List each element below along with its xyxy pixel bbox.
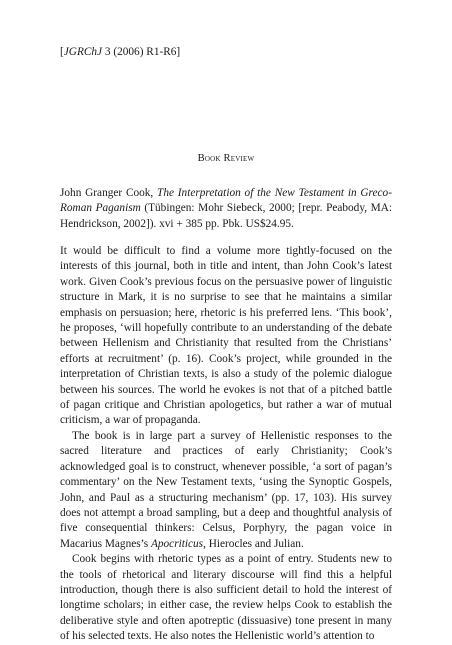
- publication-details: (Tübingen: Mohr Siebeck, 2000; [repr. Peabody, MA: Hendrickson, 2002]). xvi + 385 pp. Pbk. US$24.95.: [60, 202, 392, 230]
- journal-header: [60, 45, 180, 59]
- journal-issue: 3 (2006) R1-R6]: [102, 46, 181, 58]
- review-citation: [60, 186, 392, 232]
- paragraph-1: It would be difficult to find a volume more tightly-focused on the interests of this journal, both in title and intent, than John Cook’s latest work. Given Cook’s previous focus on the persuasive power of linguistic structure in Mark, it is no surprise to see that he maintains a similar emphasis on persuasion; here, rhetoric is his preferred lens. ‘This book’, he proposes, ‘will hopefully contribute to an understanding of the debate between Hellenism and Christianity that resulted from the Christians’ efforts at recruitment’ (p. 16). Cook’s project, while grounded in the interpretation of Christian texts, is also a study of the polemic dialogue between his sources. The world he evokes is not that of a pitched battle of pagan critique and Christian apologetics, but rather a war of mutual criticism, a war of propaganda.: [60, 245, 392, 427]
- paragraph-2-text: The book is in large part a survey of Hellenistic responses to the sacred literature and practices of early Christianity; Cook’s acknowledged goal is to construct, whenever possible, ‘a sort of pagan’s commentary’ on the New Testament texts, ‘using the Synoptic Gospels, John, and Paul as a structuring mechanism’ (pp. 17, 103). His survey does not attempt a broad sampling, but a deep and thoughtful analysis of five consequential thinkers: Celsus, Porphyry, the pagan voice in Macarius Magnes’s: [60, 429, 392, 550]
- reviewed-title: The Interpretation of the New Testament in Greco-Roman Paganism: [60, 187, 392, 215]
- paragraph-2-work-title: Apocriticus: [150, 537, 204, 550]
- paragraph-2: [60, 429, 392, 552]
- review-body: [60, 244, 392, 645]
- header-open-bracket: [: [60, 46, 64, 58]
- paragraph-3: Cook begins with rhetoric types as a point of entry. Students new to the tools of rhetorical and literary discourse will find this a helpful introduction, though there is also sufficient detail to hold the interest of longtime scholars; in either case, the review helps Cook to establish the deliberative style and often apotreptic (dissuasive) tone present in many of his selected texts. He also notes the Hellenistic world’s attention to: [60, 553, 392, 643]
- paragraph-2-text-end: , Hierocles and Julian.: [203, 537, 304, 550]
- reviewed-author: John Granger Cook,: [60, 187, 158, 199]
- section-title: Book Review: [197, 153, 255, 164]
- journal-abbreviation: JGRChJ: [63, 46, 103, 58]
